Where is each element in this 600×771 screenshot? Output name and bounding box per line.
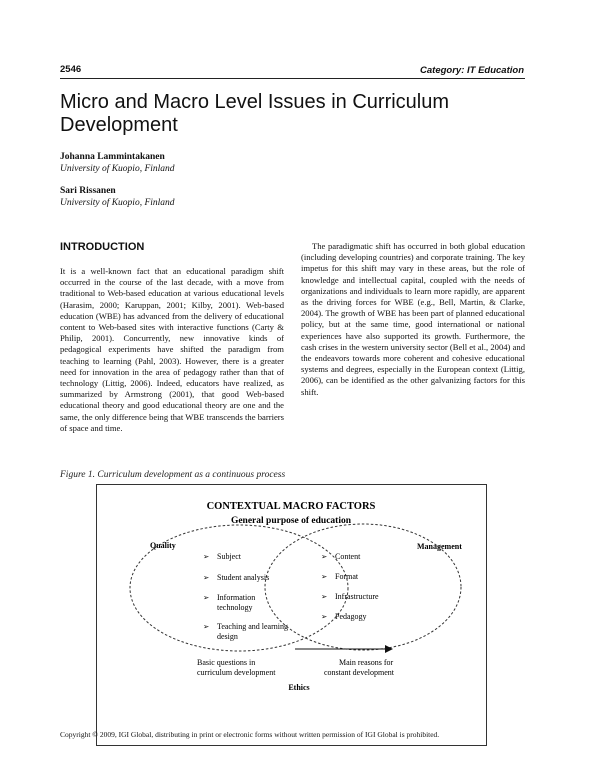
- label-quality: Quality: [150, 541, 176, 550]
- author-affiliation: University of Kuopio, Finland: [60, 164, 175, 174]
- left-item-information: Information: [217, 593, 256, 602]
- left-item-design: design: [217, 632, 238, 641]
- arrow-head-icon: [385, 645, 393, 653]
- bullet-icon: ➢: [203, 573, 210, 582]
- bullet-icon: ➢: [321, 592, 328, 601]
- section-heading-introduction: INTRODUCTION: [60, 241, 145, 253]
- diagram-subtitle: General purpose of education: [230, 516, 352, 526]
- label-management: Management: [417, 542, 462, 551]
- author-name: Sari Rissanen: [60, 186, 116, 196]
- category-label: Category: IT Education: [420, 65, 524, 76]
- bullet-icon: ➢: [203, 552, 210, 561]
- introduction-paragraph-1: It is a well-known fact that an educational paradigm shift occurred in the course of the last decade, with a move from traditional to Web-based education at various educational levels (Harasim, 2000; Karuppan, 2001; Kilby, 2001). Web-based education (WBE) has advanced from the delivery of educational content to Web-based sites with interactive functions (Carty & Philip, 2001). Concurrently, new innovative kinds of pedagogical experiments have shifted the paradigm from teaching to learning (Pahl, 2003). However, there is a greater need for innovation in the area of pedagogy rather than that of technology (Littig, 2006). Indeed, educators have realized, as summarized by Armstrong (2001), that good Web-based educational theory and good educational theory are one and the same, the only difference being that WBE transcends the barriers of space and time.: [60, 266, 284, 433]
- introduction-paragraph-2: The paradigmatic shift has occurred in both global education (including developing countries) and corporate training. The key impetus for this shift may vary in these areas, but the role of knowledge and intellectual capital, coupled with the needs of organizations and individuals to learn more rapidly, are apparent as the driving forces for WBE (e.g., Bell, Martin, & Clarke, 2004). The growth of WBE has been part of planned educational policy, but at the same time, good international or national experiences have also supported its growth. Furthermore, the cash crises in the western university sector (Bell et al., 2004) and the endeavors towards more coherent and cohesive educational systems and degrees, especially in the European context (Littig, 2006), can be identified as the other galvanizing factors for this shift.: [301, 241, 525, 397]
- copyright-footer: Copyright © 2009, IGI Global, distributing in print or electronic forms without written permission of IGI Global is prohibited.: [60, 730, 440, 739]
- right-item-format: Format: [335, 572, 359, 581]
- bullet-icon: ➢: [321, 612, 328, 621]
- curriculum-diagram: [97, 485, 486, 745]
- bullet-icon: ➢: [321, 552, 328, 561]
- right-item-content: Content: [335, 552, 361, 561]
- bottom-left-line-2: curriculum development: [197, 668, 276, 677]
- right-item-infrastructure: Infrastructure: [335, 592, 379, 601]
- bullet-icon: ➢: [321, 572, 328, 581]
- author-block-1: [60, 151, 175, 175]
- diagram-title: CONTEXTUAL MACRO FACTORS: [206, 501, 376, 512]
- left-item-student-analysis: Student analysis: [217, 573, 270, 582]
- bottom-left-line-1: Basic questions in: [197, 658, 256, 667]
- paper-title: Micro and Macro Level Issues in Curriculum Development: [60, 91, 450, 136]
- left-item-technology: technology: [217, 603, 253, 612]
- figure-1-box: [96, 484, 487, 746]
- header-rule: [60, 78, 525, 79]
- author-block-2: [60, 185, 175, 209]
- bullet-icon: ➢: [203, 593, 210, 602]
- author-affiliation: University of Kuopio, Finland: [60, 198, 175, 208]
- page-number: 2546: [60, 64, 82, 75]
- right-item-pedagogy: Pedagogy: [335, 612, 367, 621]
- label-ethics: Ethics: [288, 683, 310, 692]
- left-item-subject: Subject: [217, 552, 241, 561]
- left-item-teaching-learning: Teaching and learning: [217, 622, 288, 631]
- author-name: Johanna Lammintakanen: [60, 152, 165, 162]
- figure-caption: Figure 1. Curriculum development as a continuous process: [60, 470, 286, 480]
- bottom-right-line-2: constant development: [324, 668, 394, 677]
- bottom-right-line-1: Main reasons for: [339, 658, 394, 667]
- bullet-icon: ➢: [203, 622, 210, 631]
